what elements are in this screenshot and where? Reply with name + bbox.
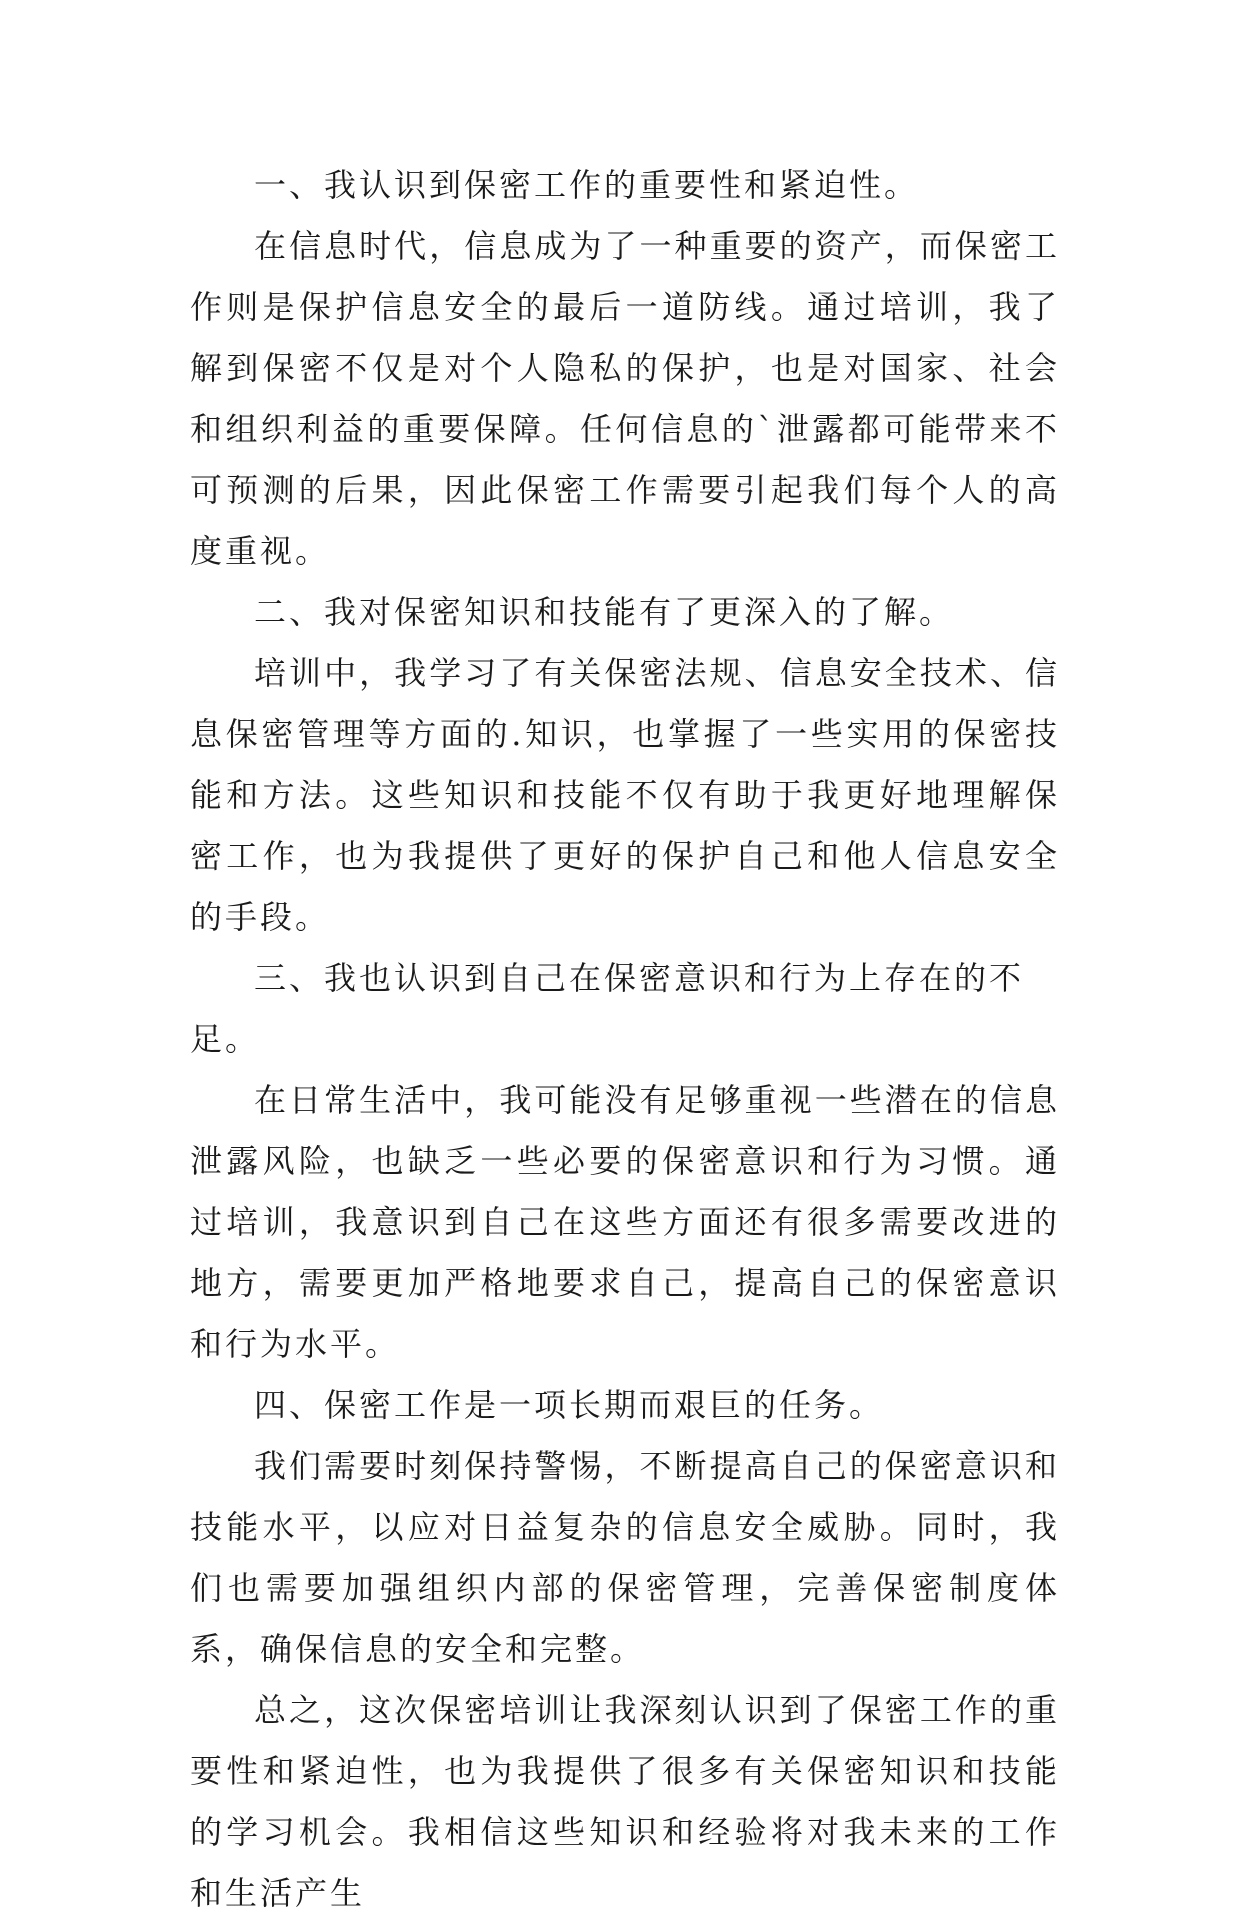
section-heading-4: 四、保密工作是一项长期而艰巨的任务。 <box>254 1386 885 1424</box>
section-heading-3: 三、我也认识到自己在保密意识和行为上存在的不足。 <box>190 959 1025 1058</box>
section-heading-1: 一、我认识到保密工作的重要性和紧迫性。 <box>254 166 920 204</box>
paragraph-conclusion: 总之，这次保密培训让我深刻认识到了保密工作的重要性和紧迫性，也为我提供了很多有关保密知识和技能的学习机会。我相信这些知识和经验将对我未来的工作和生活产生 <box>190 1691 1060 1912</box>
paragraph-2: 培训中，我学习了有关保密法规、信息安全技术、信息保密管理等方面的.知识，也掌握了一些实用的保密技能和方法。这些知识和技能不仅有助于我更好地理解保密工作，也为我提供了更好的保护自己和他人信息安全的手段。 <box>190 654 1060 936</box>
paragraph-1: 在信息时代，信息成为了一种重要的资产，而保密工作则是保护信息安全的最后一道防线。通过培训，我了解到保密不仅是对个人隐私的保护，也是对国家、社会和组织利益的重要保障。任何信息的`泄露都可能带来不可预测的后果，因此保密工作需要引起我们每个人的高度重视。 <box>190 227 1060 570</box>
section-heading-2: 二、我对保密知识和技能有了更深入的了解。 <box>254 593 955 631</box>
document-body <box>190 155 1060 1924</box>
paragraph-3: 在日常生活中，我可能没有足够重视一些潜在的信息泄露风险，也缺乏一些必要的保密意识和行为习惯。通过培训，我意识到自己在这些方面还有很多需要改进的地方，需要更加严格地要求自己，提高自己的保密意识和行为水平。 <box>190 1081 1060 1363</box>
paragraph-4: 我们需要时刻保持警惕，不断提高自己的保密意识和技能水平，以应对日益复杂的信息安全威胁。同时，我们也需要加强组织内部的保密管理，完善保密制度体系，确保信息的安全和完整。 <box>190 1447 1060 1668</box>
